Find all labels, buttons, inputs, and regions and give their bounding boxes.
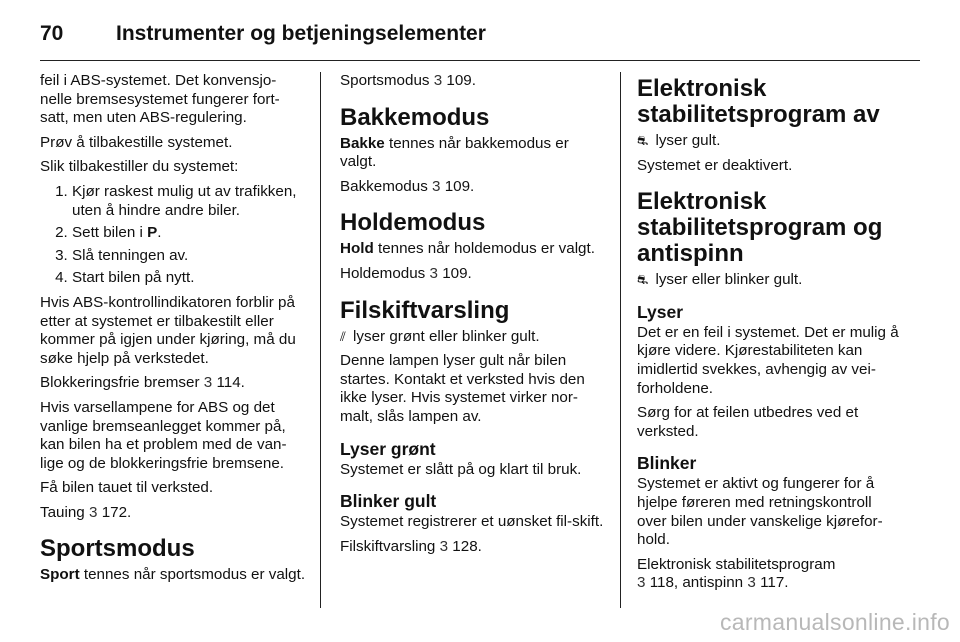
ref-arrow-icon: 3: [439, 537, 449, 555]
cross-reference[interactable]: Bakkemodus 3 109.: [340, 177, 475, 195]
paragraph: Systemet er slått på og klart til bruk.: [340, 460, 582, 478]
cross-reference[interactable]: Holdemodus 3 109.: [340, 264, 472, 282]
heading-lyser: Lyser: [637, 301, 684, 322]
ref-arrow-icon: 3: [89, 503, 98, 521]
heading-blinker: Blinker: [637, 453, 697, 474]
paragraph: Systemet er aktivt og fungerer for å hjelpe føreren med retningskontroll over bilen under vanskelige kjørefor-hold.: [637, 475, 883, 549]
paragraph: Få bilen tauet til verksted.: [40, 479, 214, 497]
watermark: carmanualsonline.info: [719, 609, 950, 635]
list-item: 3. Slå tenningen av.: [72, 247, 306, 266]
lane-departure-icon: ⫽: [340, 328, 346, 344]
ref-arrow-icon: 3: [429, 264, 438, 282]
paragraph: Hold tennes når holdemodus er valgt.: [340, 240, 595, 258]
paragraph: Bakke tennes når bakkemodus er valgt.: [340, 134, 569, 171]
ref-arrow-icon: 3: [747, 574, 756, 592]
column-divider: [320, 72, 321, 608]
heading-blinker-gult: Blinker gult: [340, 491, 437, 512]
heading-filskiftvarsling: Filskiftvarsling: [340, 296, 510, 324]
heading-esp-antispinn: Elektronisk stabilitetsprogram og antispinn: [637, 188, 883, 268]
paragraph: Systemet er deaktivert.: [637, 156, 793, 174]
ref-arrow-icon: 3: [433, 72, 443, 89]
paragraph: ⫽ lyser grønt eller blinker gult.: [340, 327, 540, 345]
heading-sportsmodus: Sportsmodus: [40, 535, 195, 563]
paragraph: Slik tilbakestiller du systemet:: [40, 158, 239, 176]
ref-arrow-icon: 3: [203, 374, 213, 392]
column-3: [637, 72, 903, 608]
page-header: [40, 18, 920, 50]
paragraph: Systemet registrerer et uønsket fil-skift.: [340, 513, 604, 531]
heading-lyser-gronn: Lyser grønt: [340, 438, 436, 459]
page-number: 70: [40, 22, 64, 45]
cross-reference[interactable]: Blokkeringsfrie bremser 3 114.: [40, 374, 245, 392]
paragraph: Sørg for at feilen utbedres ved et verksted.: [637, 404, 859, 440]
heading-holdemodus: Holdemodus: [340, 209, 486, 237]
paragraph: ⛐ lyser gult.: [637, 132, 721, 149]
esp-off-icon: ⛐: [637, 133, 649, 148]
paragraph: Det er en feil i systemet. Det er mulig å kjøre videre. Kjørestabiliteten kan imidlertid svekkes, avhengig av vei-forholdene.: [637, 323, 899, 397]
cross-reference[interactable]: Filskiftvarsling 3 128.: [340, 537, 482, 555]
list-item: 1. Kjør raskest mulig ut av trafikken, uten å hindre andre biler.: [72, 183, 306, 220]
paragraph: Denne lampen lyser gult når bilen startes. Kontakt et verksted hvis den ikke lyser. Hvis systemet virker nor-malt, slås lampen av.: [340, 352, 585, 425]
cross-reference[interactable]: Sportsmodus 3 109.: [340, 72, 476, 89]
heading-esp-av: Elektronisk stabilitetsprogram av: [637, 75, 880, 128]
paragraph: Hvis ABS-kontrollindikatoren forblir på etter at systemet er tilbakestilt eller kommer på igjen under kjøring, må du søke hjelp på verkstedet.: [40, 293, 296, 367]
reset-steps-list: [40, 183, 306, 288]
paragraph: Prøv å tilbakestille systemet.: [40, 133, 233, 151]
cross-reference[interactable]: Tauing 3 172.: [40, 503, 132, 521]
ref-arrow-icon: 3: [432, 177, 441, 195]
header-rule: [40, 60, 920, 61]
list-item: 2. Sett bilen i P.: [72, 224, 306, 243]
column-1: [40, 72, 306, 608]
paragraph: Sport tennes når sportsmodus er valgt.: [40, 566, 306, 584]
paragraph: ⛐ lyser eller blinker gult.: [637, 271, 803, 289]
paragraph: Hvis varsellampene for ABS og det vanlige bremseanlegget kommer på, kan bilen ha et problem med de van-lige og de blokkeringsfrie bremsene.: [40, 398, 287, 472]
gear-p: P: [147, 224, 158, 242]
page-title: Instrumenter og betjeningselementer: [116, 22, 486, 45]
ref-arrow-icon: 3: [637, 574, 646, 592]
esp-tc-icon: ⛐: [637, 272, 649, 288]
column-divider: [620, 72, 621, 608]
cross-reference[interactable]: Elektronisk stabilitetsprogram 3 118, antispinn 3 117.: [637, 555, 836, 592]
heading-bakkemodus: Bakkemodus: [340, 103, 490, 131]
paragraph: feil i ABS-systemet. Det konvensjo-nelle bremsesystemet fungerer fort-satt, men uten ABS-regulering.: [40, 72, 280, 127]
list-item: 4. Start bilen på nytt.: [72, 269, 306, 288]
column-2: [340, 72, 606, 608]
